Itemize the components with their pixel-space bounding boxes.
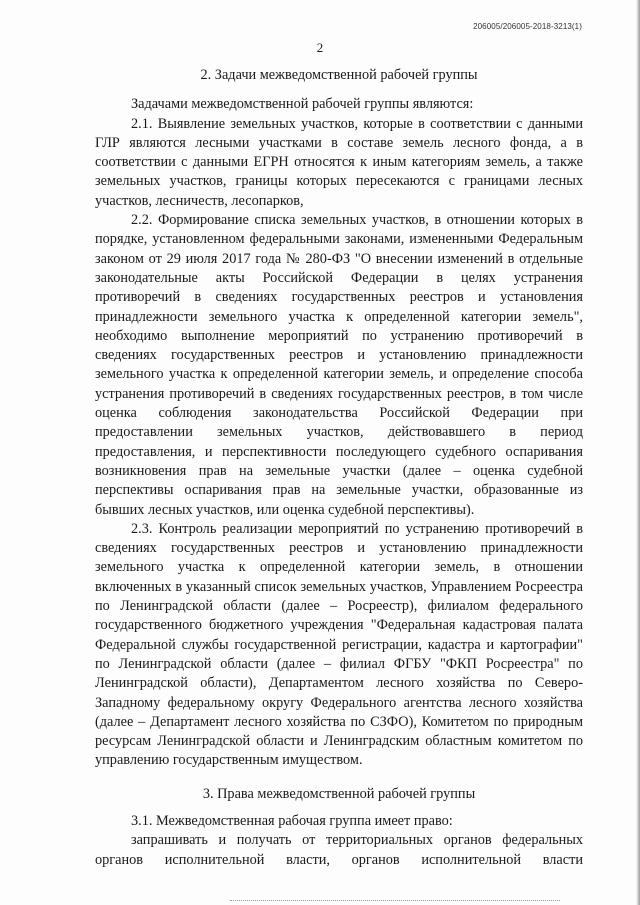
paragraph-3-1-item: запрашивать и получать от территориальных органов федеральных органов исполнительной власти, органов исполнительной власти — [95, 832, 583, 868]
paragraph-3-1: 3.1. Межведомственная рабочая группа имеет право: — [131, 812, 453, 829]
document-id: 206005/206005-2018-3213(1) — [473, 22, 582, 31]
scan-bottom-artifact — [230, 900, 560, 903]
document-body — [95, 66, 583, 870]
scan-edge-shadow — [636, 0, 640, 905]
paragraph-2-3: 2.3. Контроль реализации мероприятий по устранению противоречий в сведениях государственных реестров и установлению принадлежности земельного участка к определенной категории земель, в отношении включенных в указанный список земельных участков, Управлением Росреестра по Ленинградской области (далее – Росреестр), филиалом федерального государственного бюджетного учреждения "Федеральная кадастровая палата Федеральной службы государственной регистрации, кадастра и картографии" по Ленинградской области (далее – филиал ФГБУ "ФКП Росреестра" по Ленинградской области), Департаментом лесного хозяйства по Северо-Западному федеральному округу Федерального агентства лесного хозяйства (далее – Департамент лесного хозяйства по СЗФО), Комитетом по природным ресурсам Ленинградской области и Ленинградским областным комитетом по управлению государственным имуществом. — [95, 520, 583, 769]
page-number: 2 — [316, 40, 324, 55]
section-2-title: 2. Задачи межведомственной рабочей группы — [200, 67, 478, 83]
section-3-title: 3. Права межведомственной рабочей группы — [202, 785, 476, 802]
paragraph-2-2: 2.2. Формирование списка земельных участков, в отношении которых в порядке, установленном федеральными законами, измененными Федеральным законом от 29 июля 2017 года № 280-ФЗ "О внесении изменений в отдельные законодательные акты Российской Федерации в целях устранения противоречий в сведениях государственных реестров и установления принадлежности земельного участка к определенной категории земель", необходимо выполнение мероприятий по устранению противоречий в сведениях государственных реестров и установлению принадлежности земельного участка к определенной категории земель, и определение способа устранения противоречий в сведениях государственных реестров, в том числе оценка соблюдения законодательства Российской Федерации при предоставлении земельных участков, действовавшего в период предоставления, и перспективности последующего судебного оспаривания возникновения прав на земельные участки (далее – оценка судебной перспективы оспаривания прав на земельные участки, образованные из бывших лесных участков, или оценка судебной перспективы). — [95, 212, 583, 518]
paragraph-intro: Задачами межведомственной рабочей группы являются: — [131, 96, 474, 113]
paragraph-2-1: 2.1. Выявление земельных участков, которые в соответствии с данными ГЛР являются лесными участками в составе земель лесного фонда, а в соответствии с данными ЕГРН относятся к иным категориям земель, а также земельных участков, границы которых пересекаются с границами лесных участков, лесничеств, лесопарков, — [95, 115, 583, 209]
